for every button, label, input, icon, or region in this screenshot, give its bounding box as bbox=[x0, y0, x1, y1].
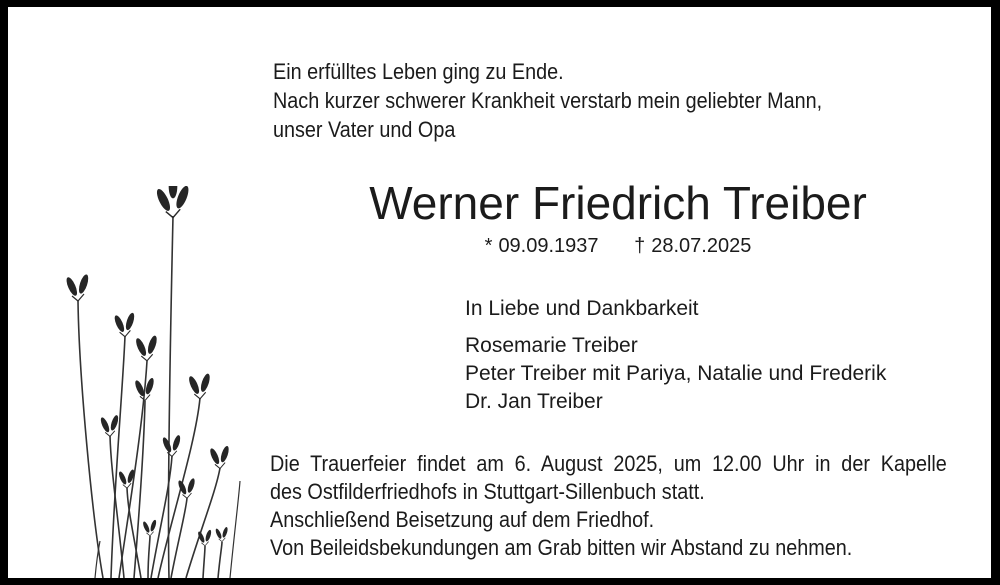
funeral-details bbox=[270, 450, 947, 534]
closing-sentiment: In Liebe und Dankbarkeit bbox=[465, 297, 699, 320]
birth-date-group bbox=[485, 235, 599, 257]
intro-text bbox=[273, 57, 975, 144]
death-date: 28.07.2025 bbox=[651, 235, 752, 257]
death-symbol: † bbox=[634, 235, 646, 257]
intro-line: unser Vater und Opa bbox=[273, 117, 456, 142]
mourner-name: Rosemarie Treiber bbox=[465, 334, 638, 357]
mourner-name: Dr. Jan Treiber bbox=[465, 390, 603, 413]
funeral-line: Anschließend Beisetzung auf dem Friedhof. bbox=[270, 507, 655, 532]
mourner-name: Peter Treiber mit Pariya, Natalie und Frederik bbox=[465, 362, 887, 385]
grass-silhouette-icon bbox=[0, 186, 250, 578]
intro-line: Nach kurzer schwerer Krankheit verstarb mein geliebter Mann, bbox=[273, 88, 823, 113]
life-dates bbox=[268, 234, 968, 258]
intro-line: Ein erfülltes Leben ging zu Ende. bbox=[273, 59, 564, 84]
funeral-line: Die Trauerfeier findet am 6. August 2025, um 12.00 Uhr in der Kapelle bbox=[270, 451, 947, 476]
birth-symbol: * bbox=[484, 235, 493, 257]
deceased-name: Werner Friedrich Treiber bbox=[369, 177, 867, 229]
condolence-note: Von Beileidsbekundungen am Grab bitten wir Abstand zu nehmen. bbox=[270, 535, 853, 560]
birth-date: 09.09.1937 bbox=[498, 235, 599, 257]
funeral-line: des Ostfilderfriedhofs in Stuttgart-Sillenbuch statt. bbox=[270, 479, 705, 504]
death-date-group bbox=[634, 235, 751, 257]
mourners-list bbox=[465, 332, 886, 416]
